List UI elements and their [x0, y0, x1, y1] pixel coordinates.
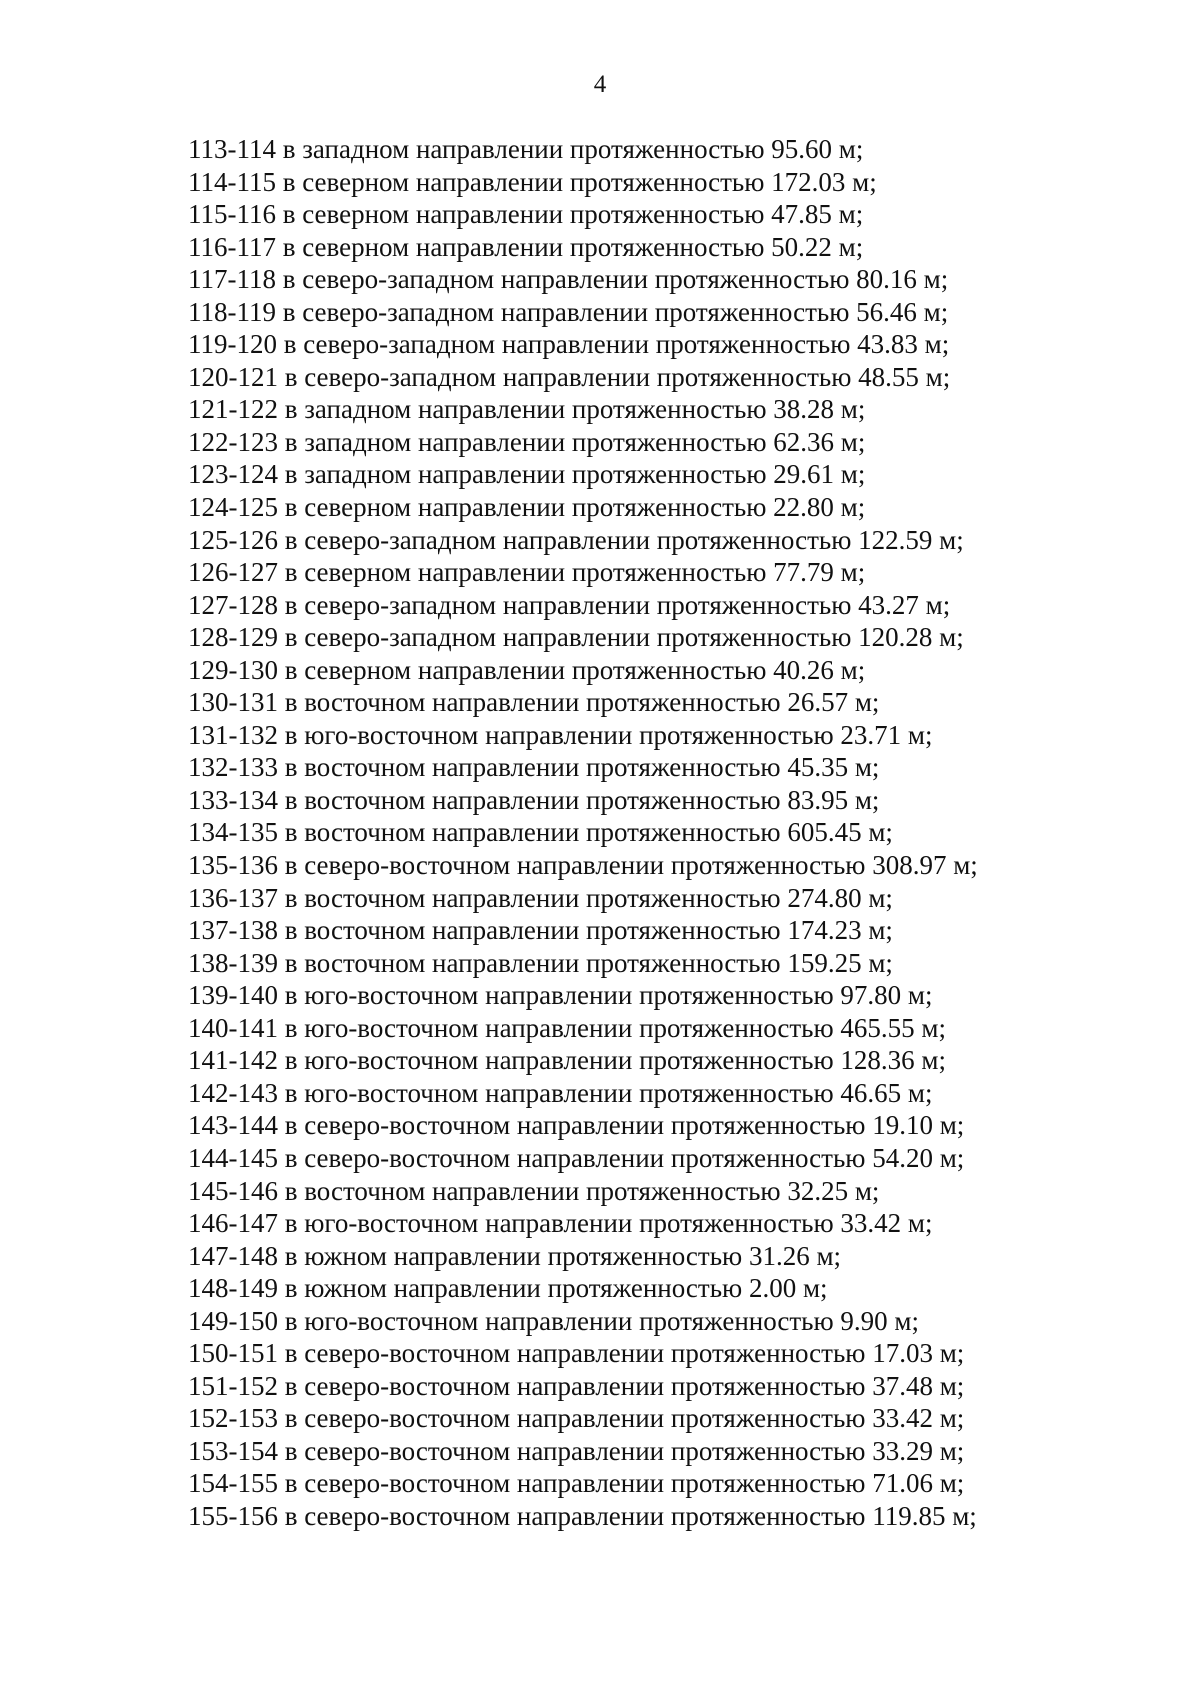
boundary-segment-line: 135-136 в северо-восточном направлении протяженностью 308.97 м; — [188, 850, 978, 881]
boundary-segment-line: 126-127 в северном направлении протяженностью 77.79 м; — [188, 557, 866, 588]
boundary-segment-line: 118-119 в северо-западном направлении протяженностью 56.46 м; — [188, 296, 949, 327]
boundary-segment-line: 144-145 в северо-восточном направлении протяженностью 54.20 м; — [188, 1142, 965, 1173]
boundary-segment-line: 116-117 в северном направлении протяженностью 50.22 м; — [188, 231, 864, 262]
boundary-segment-line: 120-121 в северо-западном направлении протяженностью 48.55 м; — [188, 361, 951, 392]
boundary-segment-line: 146-147 в юго-восточном направлении протяженностью 33.42 м; — [188, 1208, 933, 1239]
boundary-segment-line: 129-130 в северном направлении протяженностью 40.26 м; — [188, 654, 866, 685]
boundary-segment-line: 140-141 в юго-восточном направлении протяженностью 465.55 м; — [188, 1012, 946, 1043]
boundary-segment-line: 151-152 в северо-восточном направлении протяженностью 37.48 м; — [188, 1370, 965, 1401]
boundary-segment-line: 138-139 в восточном направлении протяженностью 159.25 м; — [188, 947, 893, 978]
boundary-segment-line: 143-144 в северо-восточном направлении протяженностью 19.10 м; — [188, 1110, 965, 1141]
boundary-segment-line: 122-123 в западном направлении протяженностью 62.36 м; — [188, 426, 866, 457]
boundary-segment-line: 137-138 в восточном направлении протяженностью 174.23 м; — [188, 915, 893, 946]
boundary-segment-line: 155-156 в северо-восточном направлении протяженностью 119.85 м; — [188, 1500, 977, 1531]
boundary-segment-line: 124-125 в северном направлении протяженностью 22.80 м; — [188, 492, 866, 523]
boundary-segment-line: 132-133 в восточном направлении протяженностью 45.35 м; — [188, 752, 880, 783]
boundary-segment-line: 145-146 в восточном направлении протяженностью 32.25 м; — [188, 1175, 880, 1206]
boundary-segment-line: 154-155 в северо-восточном направлении протяженностью 71.06 м; — [188, 1468, 965, 1499]
boundary-segment-line: 153-154 в северо-восточном направлении протяженностью 33.29 м; — [188, 1435, 965, 1466]
boundary-segment-line: 125-126 в северо-западном направлении протяженностью 122.59 м; — [188, 524, 964, 555]
boundary-segment-line: 139-140 в юго-восточном направлении протяженностью 97.80 м; — [188, 980, 933, 1011]
boundary-segment-line: 131-132 в юго-восточном направлении протяженностью 23.71 м; — [188, 719, 933, 750]
boundary-segment-line: 134-135 в восточном направлении протяженностью 605.45 м; — [188, 817, 893, 848]
boundary-segment-line: 136-137 в восточном направлении протяженностью 274.80 м; — [188, 882, 893, 913]
boundary-segment-line: 150-151 в северо-восточном направлении протяженностью 17.03 м; — [188, 1338, 965, 1369]
boundary-segment-line: 115-116 в северном направлении протяженностью 47.85 м; — [188, 199, 864, 230]
boundary-segment-line: 147-148 в южном направлении протяженностью 31.26 м; — [188, 1240, 842, 1271]
boundary-segment-line: 152-153 в северо-восточном направлении протяженностью 33.42 м; — [188, 1403, 965, 1434]
boundary-segment-line: 113-114 в западном направлении протяженностью 95.60 м; — [188, 134, 864, 164]
boundary-segment-line: 142-143 в юго-восточном направлении протяженностью 46.65 м; — [188, 1077, 933, 1108]
page-number: 4 — [593, 71, 607, 98]
boundary-segment-line: 121-122 в западном направлении протяженностью 38.28 м; — [188, 394, 866, 425]
boundary-segment-line: 141-142 в юго-восточном направлении протяженностью 128.36 м; — [188, 1045, 946, 1076]
boundary-segment-line: 123-124 в западном направлении протяженностью 29.61 м; — [188, 459, 866, 490]
boundary-segment-line: 130-131 в восточном направлении протяженностью 26.57 м; — [188, 687, 880, 718]
boundary-segment-line: 114-115 в северном направлении протяженностью 172.03 м; — [188, 166, 877, 197]
boundary-segment-line: 149-150 в юго-восточном направлении протяженностью 9.90 м; — [188, 1305, 919, 1336]
boundary-segment-line: 148-149 в южном направлении протяженностью 2.00 м; — [188, 1273, 828, 1304]
boundary-segment-line: 128-129 в северо-западном направлении протяженностью 120.28 м; — [188, 622, 964, 653]
boundary-segment-line: 117-118 в северо-западном направлении протяженностью 80.16 м; — [188, 264, 949, 295]
boundary-segment-line: 127-128 в северо-западном направлении протяженностью 43.27 м; — [188, 589, 951, 620]
boundary-segment-line: 133-134 в восточном направлении протяженностью 83.95 м; — [188, 784, 880, 815]
boundary-segment-line: 119-120 в северо-западном направлении протяженностью 43.83 м; — [188, 329, 950, 360]
boundary-segment-list — [188, 133, 978, 1533]
